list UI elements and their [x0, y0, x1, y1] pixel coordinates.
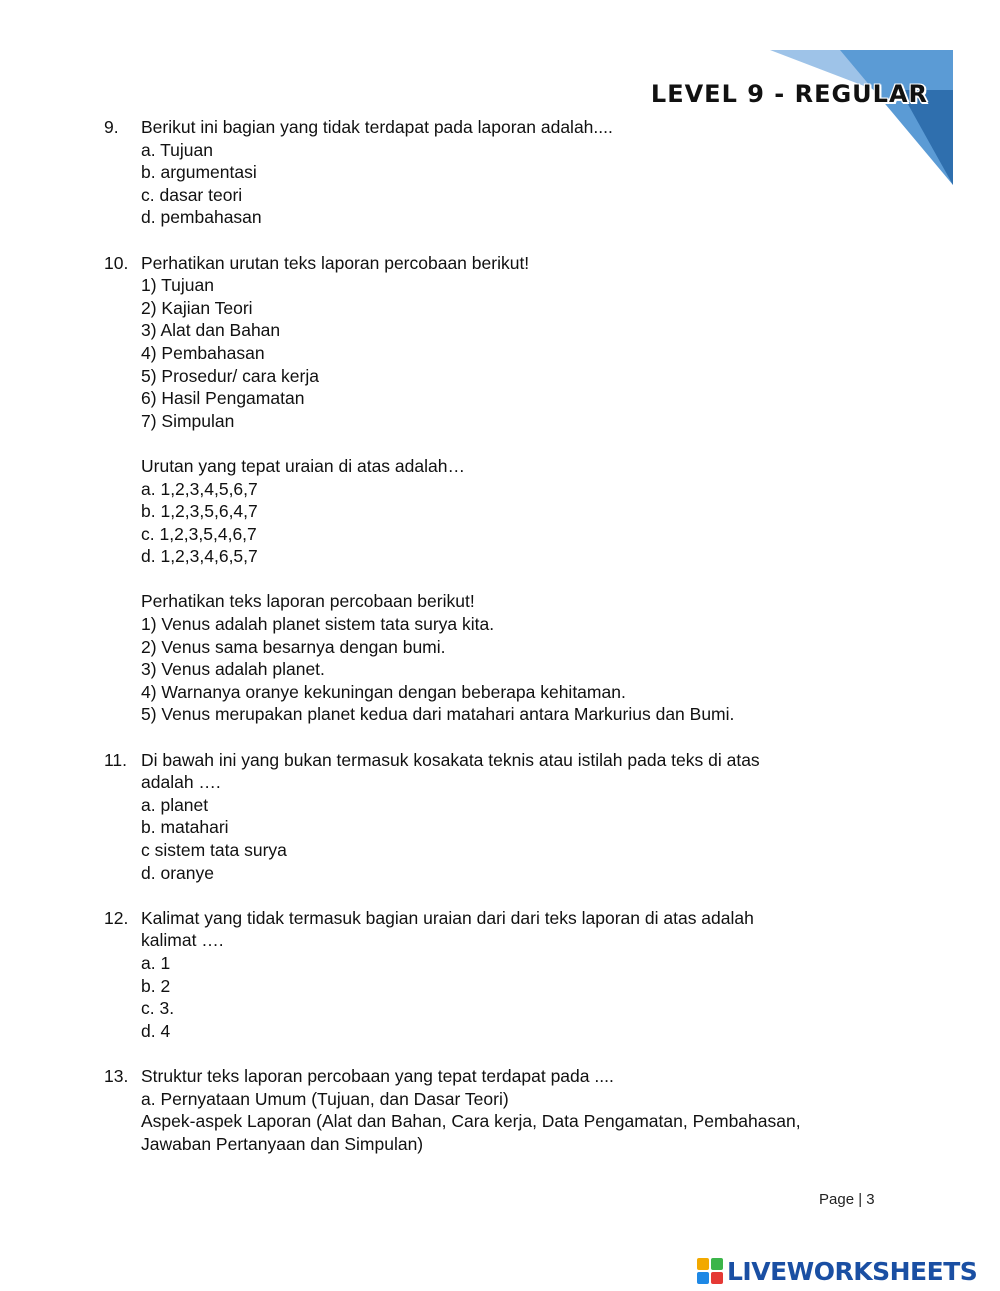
option: b. 2: [141, 975, 171, 996]
question-10: [104, 252, 904, 275]
question-number: 11.: [104, 749, 128, 770]
option-detail: Jawaban Pertanyaan dan Simpulan): [141, 1133, 424, 1154]
question-prompt: Urutan yang tepat uraian di atas adalah…: [141, 455, 465, 476]
worksheet-content: [104, 116, 904, 1155]
option: d. pembahasan: [141, 207, 262, 228]
step-item: 1) Tujuan: [141, 275, 214, 296]
question-number: 10.: [104, 252, 129, 273]
step-item: 2) Kajian Teori: [141, 297, 253, 318]
question-text: Di bawah ini yang bukan termasuk kosakata teknis atau istilah pada teks di atas: [141, 749, 760, 770]
option: c. 1,2,3,5,4,6,7: [141, 523, 257, 544]
question-12: [104, 907, 904, 930]
option: b. argumentasi: [141, 162, 257, 183]
passage-sentence: 2) Venus sama besarnya dengan bumi.: [141, 636, 446, 657]
brand-name: LIVEWORKSHEETS: [727, 1256, 978, 1286]
passage-sentence: 5) Venus merupakan planet kedua dari matahari antara Markurius dan Bumi.: [141, 704, 735, 725]
option: a. planet: [141, 794, 209, 815]
option: b. matahari: [141, 817, 229, 838]
question-text: adalah ….: [141, 772, 221, 793]
option: d. 4: [141, 1020, 171, 1041]
step-item: 7) Simpulan: [141, 410, 235, 431]
option: c sistem tata surya: [141, 840, 287, 860]
option: b. 1,2,3,5,6,4,7: [141, 501, 258, 522]
passage-sentence: 1) Venus adalah planet sistem tata surya kita.: [141, 614, 495, 635]
question-number: 12.: [104, 907, 129, 928]
liveworksheets-logo-icon: [697, 1258, 723, 1284]
question-text: Struktur teks laporan percobaan yang tepat terdapat pada ....: [141, 1065, 614, 1086]
passage-sentence: 3) Venus adalah planet.: [141, 659, 325, 680]
question-text: kalimat ….: [141, 930, 224, 951]
option: c. dasar teori: [141, 184, 243, 205]
question-11: [104, 749, 904, 772]
option: a. 1,2,3,4,5,6,7: [141, 478, 258, 499]
option: d. 1,2,3,4,6,5,7: [141, 546, 258, 567]
option-detail: Aspek-aspek Laporan (Alat dan Bahan, Cara kerja, Data Pengamatan, Pembahasan,: [141, 1111, 801, 1132]
option: d. oranye: [141, 862, 214, 883]
question-number: 13.: [104, 1065, 129, 1086]
question-13: [104, 1065, 904, 1088]
question-number: 9.: [104, 117, 119, 137]
question-9: [104, 116, 904, 139]
option: a. 1: [141, 952, 171, 973]
passage-intro: Perhatikan teks laporan percobaan berikut!: [141, 591, 475, 612]
step-item: 6) Hasil Pengamatan: [141, 388, 305, 409]
step-item: 4) Pembahasan: [141, 342, 265, 363]
option: c. 3.: [141, 998, 175, 1019]
liveworksheets-logo[interactable]: [697, 1254, 977, 1288]
step-item: 5) Prosedur/ cara kerja: [141, 365, 319, 386]
option: a. Pernyataan Umum (Tujuan, dan Dasar Teori): [141, 1088, 509, 1109]
question-text: Kalimat yang tidak termasuk bagian uraian dari dari teks laporan di atas adalah: [141, 907, 754, 928]
option: a. Tujuan: [141, 139, 213, 160]
page-number: Page | 3: [819, 1191, 875, 1208]
passage-sentence: 4) Warnanya oranye kekuningan dengan beberapa kehitaman.: [141, 681, 626, 702]
level-title: LEVEL 9 - REGULAR: [650, 80, 928, 108]
question-text: Perhatikan urutan teks laporan percobaan berikut!: [141, 252, 530, 273]
step-item: 3) Alat dan Bahan: [141, 320, 281, 341]
question-text: Berikut ini bagian yang tidak terdapat pada laporan adalah....: [141, 117, 613, 137]
